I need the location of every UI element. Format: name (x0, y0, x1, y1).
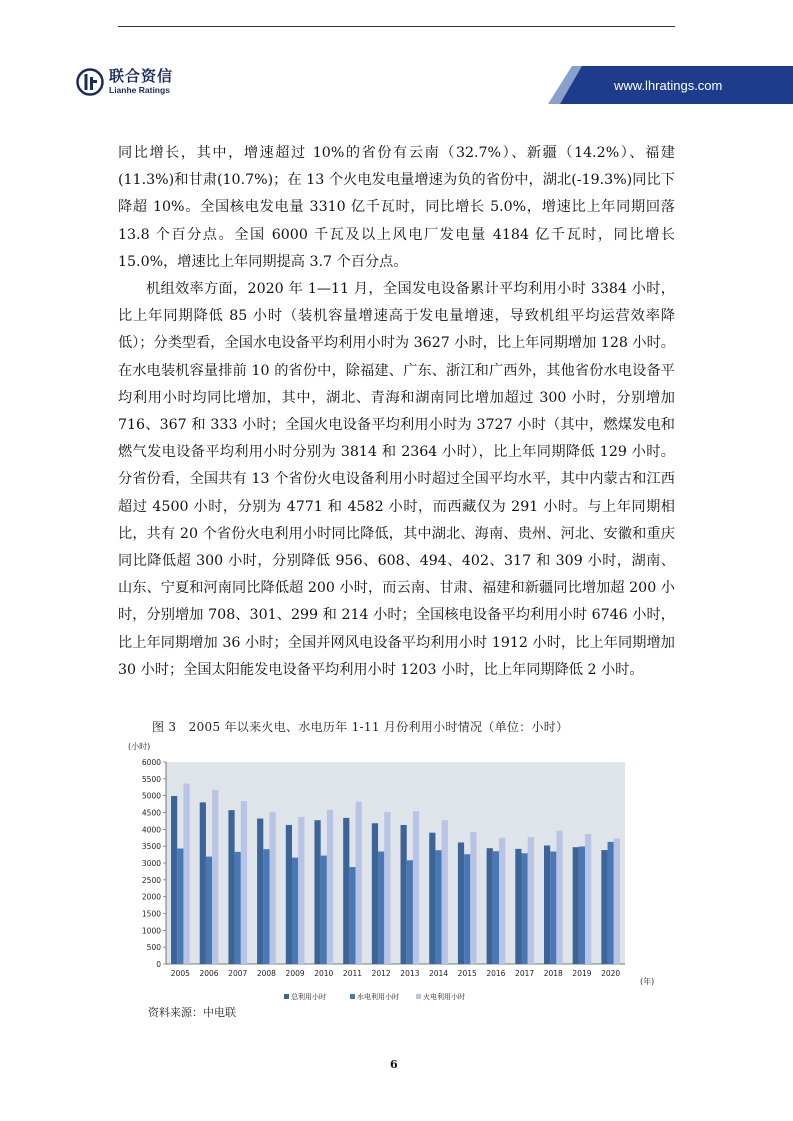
bar-2016-s0 (487, 848, 493, 964)
bar-2015-s1 (464, 854, 470, 964)
bar-2015-s0 (458, 842, 464, 964)
bar-2007-s1 (235, 852, 241, 964)
bar-2020-s2 (614, 839, 620, 964)
bar-2010-s2 (327, 810, 333, 964)
bar-2017-s0 (515, 849, 521, 964)
logo-cn: 联合资信 (109, 67, 174, 86)
bar-2020-s1 (608, 842, 614, 964)
website-link[interactable]: www.lhratings.com (614, 78, 723, 93)
bar-2007-s2 (241, 801, 247, 964)
bar-2012-s0 (372, 823, 378, 964)
y-tick-label: 3000 (141, 859, 161, 868)
bar-2013-s0 (401, 825, 407, 964)
paragraph-text: 同比增长，其中，增速超过 10%的省份有云南（32.7%）、新疆（14.2%）、福建(11.3%)和甘肃(10.7%)；在 13 个火电发电量增速为负的省份中，湖北(-19.3%)同比下降超 10%。全国核电发电量 3310 亿千瓦时，同比增长 5.0%，增速比上年同期回落 13.8 个百分点。全国 6000 千瓦及以上风电厂发电量 4184 亿千瓦时，同比增长 15.0%，增速比上年同期提高 3.7 个百分点。 (118, 145, 675, 270)
y-tick-label: 4000 (141, 825, 161, 835)
header-rule (118, 26, 675, 27)
x-tick-label: 2017 (515, 969, 535, 978)
bar-2008-s2 (270, 812, 276, 964)
bar-2018-s1 (550, 852, 556, 964)
x-tick-label: 2016 (486, 969, 506, 978)
bar-2009-s2 (298, 817, 304, 964)
bar-2013-s1 (407, 860, 413, 964)
y-tick-label: 5500 (141, 774, 161, 784)
bar-2015-s2 (470, 832, 476, 964)
bar-2019-s1 (579, 847, 585, 964)
bar-2018-s2 (556, 831, 562, 964)
bar-2006-s1 (206, 857, 212, 964)
bar-2010-s0 (314, 820, 320, 964)
bar-2007-s0 (228, 810, 234, 964)
bar-2013-s2 (413, 811, 419, 964)
legend-swatch (284, 994, 289, 999)
legend-swatch (416, 994, 421, 999)
x-tick-label: 2020 (601, 969, 621, 978)
x-tick-label: 2006 (199, 969, 219, 978)
x-tick-label: 2013 (400, 969, 420, 978)
paragraph-text: 机组效率方面，2020 年 1—11 月，全国发电设备累计平均利用小时 3384 小时，比上年同期降低 85 小时（装机容量增速高于发电量增速，导致机组平均运营效率降低）；分类型看，全国水电设备平均利用小时为 3627 小时，比上年同期增加 128 小时。在水电装机容量排前 10 的省份中，除福建、广东、浙江和广西外，其他省份水电设备平均利用小时均同比增加，其中，湖北、青海和湖南同比增加超过 300 小时，分别增加 716、367 和 333 小时；全国火电设备平均利用小时为 3727 小时（其中，燃煤发电和燃气发电设备平均利用小时分别为 3814 和 2364 小时），比上年同期降低 129 小时。分省份看，全国共有 13 个省份火电设备利用小时超过全国平均水平，其中内蒙古和江西超过 4500 小时，分别为 4771 和 4582 小时，而西藏仅为 291 小时。与上年同期相比，共有 20 个省份火电利用小时同比降低，其中湖北、海南、贵州、河北、安徽和重庆同比降低超 300 小时，分别降低 956、608、494、402、317 和 309 小时，湖南、山东、宁夏和河南同比降低超 200 小时，而云南、甘肃、福建和新疆同比增加超 200 小时，分别增加 708、301、299 和 214 小时；全国核电设备平均利用小时 6746 小时，比上年同期增加 36 小时；全国并网风电设备平均利用小时 1912 小时，比上年同期增加 30 小时；全国太阳能发电设备平均利用小时 1203 小时，比上年同期降低 2 小时。 (118, 281, 675, 678)
y-tick-label: 6000 (141, 758, 161, 767)
bar-2008-s1 (263, 849, 269, 964)
paragraph-1 (118, 140, 675, 276)
bar-2017-s2 (528, 837, 534, 964)
bar-2012-s1 (378, 852, 384, 964)
y-tick-label: 1500 (141, 909, 161, 919)
y-tick-label: 5000 (141, 791, 161, 801)
logo (76, 66, 173, 98)
x-tick-label: 2005 (170, 969, 190, 978)
x-tick-label: 2015 (457, 969, 477, 978)
bar-2012-s2 (384, 812, 390, 964)
x-tick-label: 2009 (285, 969, 305, 978)
bar-2006-s2 (212, 790, 218, 964)
bar-2009-s1 (292, 858, 298, 964)
y-axis-label: (小时) (128, 742, 151, 751)
x-tick-label: 2018 (543, 969, 563, 978)
figure-title: 图 3 2005 年以来火电、水电历年 1-11 月份利用小时情况（单位：小时） (152, 720, 569, 734)
x-tick-label: 2014 (428, 969, 449, 978)
bar-2014-s0 (429, 833, 435, 964)
bar-2014-s1 (435, 850, 441, 964)
page-number: 6 (390, 1058, 398, 1071)
x-tick-label: 2010 (314, 969, 334, 978)
x-tick-label: 2019 (572, 969, 592, 978)
legend-label: 水电利用小时 (357, 993, 399, 1001)
legend-label: 火电利用小时 (423, 993, 465, 1001)
y-tick-label: 4500 (141, 808, 161, 818)
utilization-hours-chart (120, 736, 660, 1011)
logo-en: Lianhe Ratings (109, 85, 170, 96)
bar-2011-s2 (356, 802, 362, 964)
legend-label: 总利用小时 (291, 993, 326, 1001)
x-tick-label: 2011 (342, 969, 363, 978)
bar-2016-s2 (499, 838, 505, 964)
source-note: 资料来源：中电联 (148, 1006, 236, 1019)
y-tick-label: 3500 (141, 842, 161, 852)
bar-2010-s1 (321, 856, 327, 964)
x-tick-label: 2007 (228, 969, 248, 978)
y-tick-label: 2500 (141, 875, 161, 885)
bar-2016-s1 (493, 851, 499, 964)
paragraph-2 (118, 276, 675, 684)
y-tick-label: 0 (156, 960, 161, 969)
lianhe-logo-icon (76, 68, 104, 96)
bar-2019-s0 (573, 847, 579, 964)
bar-2005-s1 (177, 849, 183, 964)
bar-2005-s2 (183, 784, 189, 964)
bar-2011-s1 (349, 867, 355, 964)
bar-2005-s0 (171, 796, 177, 964)
x-tick-label: 2012 (371, 969, 391, 978)
y-tick-label: 500 (146, 943, 161, 953)
bar-2014-s2 (442, 820, 448, 964)
bar-2019-s2 (585, 834, 591, 964)
bar-2011-s0 (343, 818, 349, 964)
bar-2018-s0 (544, 845, 550, 964)
bar-2017-s1 (521, 853, 527, 964)
x-axis-label: (年) (640, 977, 655, 986)
bar-2009-s0 (286, 825, 292, 964)
bar-2020-s0 (601, 850, 607, 964)
bar-2008-s0 (257, 819, 263, 964)
bar-2006-s0 (200, 802, 206, 964)
y-tick-label: 2000 (141, 892, 161, 902)
legend-swatch (350, 994, 355, 999)
x-tick-label: 2008 (256, 969, 276, 978)
y-tick-label: 1000 (141, 926, 161, 936)
